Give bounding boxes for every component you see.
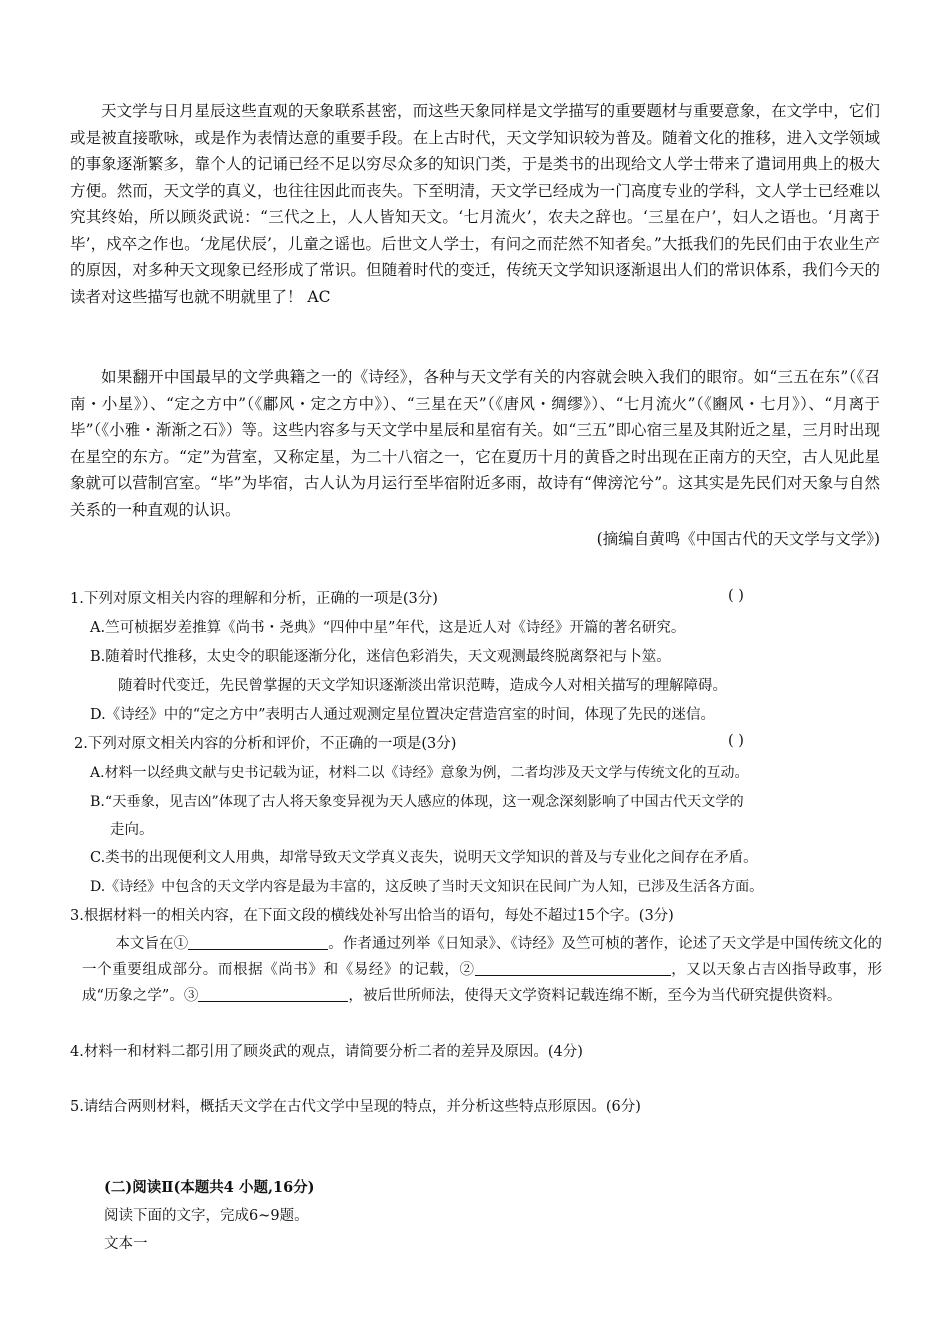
question-3-stem: 3.根据材料一的相关内容，在下面文段的横线处补写出恰当的语句，每处不超过15个字。(3分) [70, 908, 674, 924]
question-2-option-d: D.《诗经》中包含的天文学内容是最为丰富的，这反映了当时天文知识在民间广为人知，已涉及生活各方面。 [90, 879, 764, 895]
fill-blank-2[interactable] [475, 959, 671, 976]
section-2-instruction: 阅读下面的文字，完成6~9题。 [104, 1208, 309, 1224]
question-3-fill-paragraph [82, 931, 882, 1009]
question-2-option-a: A.材料一以经典文献与史书记载为证，材料二以《诗经》意象为例，二者均涉及天文学与传统文化的互动。 [90, 765, 749, 781]
section-2-heading: (二)阅读Ⅱ(本题共4 小题,16分) [104, 1179, 315, 1196]
question-2-stem: 2.下列对原文相关内容的分析和评价，不正确的一项是(3分) [74, 736, 457, 752]
question-1-option-b: B.随着时代推移，太史令的职能逐渐分化，迷信色彩消失，天文观测最终脱离祭祀与卜筮。 [90, 649, 671, 665]
passage-source: (摘编自黄鸣《中国古代的天文学与文学》) [596, 530, 880, 548]
text-one-label: 文本一 [104, 1236, 148, 1252]
question-2-answer-parentheses: ( ) [728, 733, 744, 749]
question-1-option-d: D.《诗经》中的“定之方中”表明古人通过观测定星位置决定营造宫室的时间，体现了先民的迷信。 [90, 707, 716, 723]
question-1-answer-parentheses: ( ) [728, 588, 744, 604]
question-2-option-c: C.类书的出现便利文人用典，却常导致天文学真义丧失，说明天文学知识的普及与专业化之间存在矛盾。 [90, 850, 758, 866]
passage-paragraph-1: 天文学与日月星辰这些直观的天象联系甚密，而这些天象同样是文学描写的重要题材与重要意象，在文学中，它们或是被直接歌咏，或是作为表情达意的重要手段。在上古时代，天文学知识较为普及。随着文化的推移，进入文学领域的事象逐渐繁多，靠个人的记诵已经不足以穷尽众多的知识门类，于是类书的出现给文人学士带来了遣词用典上的极大方便。然而，天文学的真义，也往往因此而丧失。下至明清，天文学已经成为一门高度专业的学科，文人学士已经难以究其终始，所以顾炎武说：“三代之上，人人皆知天文。‘七月流火’，农夫之辞也。‘三星在户’，妇人之语也。‘月离于毕’，戍卒之作也。‘龙尾伏辰’，儿童之谣也。后世文人学士，有问之而茫然不知者矣。”大抵我们的先民们由于农业生产的原因，对多种天文现象已经形成了常识。但随着时代的变迁，传统天文学知识逐渐退出人们的常识体系，我们今天的读者对这些描写也就不明就里了！ AC [70, 102, 880, 306]
question-1-stem: 1.下列对原文相关内容的理解和分析，正确的一项是(3分) [70, 591, 438, 607]
passage-paragraph-2: 如果翻开中国最早的文学典籍之一的《诗经》，各种与天文学有关的内容就会映入我们的眼帘。如“三五在东”（《召南・小星》）、“定之方中”（《鄘风・定之方中》）、“三星在天”（《唐风・绸缪》）、“七月流火”（《豳风・七月》）、“月离于毕”（《小雅・渐渐之石》）等。这些内容多与天文学中星辰和星宿有关。如“三五”即心宿三星及其附近之星，三月时出现在星空的东方。“定”为营室，又称定星，为二十八宿之一，它在夏历十月的黄昏之时出现在正南方的天空，古人见此星象就可以营制宫室。“毕”为毕宿，古人认为月运行至毕宿附近多雨，故诗有“俾滂沱兮”。这其实是先民们对天象与自然关系的一种直观的认识。 [70, 368, 880, 519]
question-5-stem: 5.请结合两则材料，概括天文学在古代文学中呈现的特点，并分析这些特点形原因。(6分) [70, 1099, 641, 1115]
fill-text-2: 。作者通过列举《日知录》、《诗经》及竺可桢的著作，论述了天文学是中国传统文化的一个重要组成部分。而根据《尚书》和《易经》的记载，② [82, 936, 882, 978]
fill-text-3: ，又以天象占吉凶指导政事，形成“历象之学”。③ [82, 962, 883, 1004]
fill-text-4: ，被后世所师法，使得天文学资料记载连绵不断，至今为当代研究提供资料。 [348, 988, 842, 1004]
question-1-option-c: 随着时代变迁，先民曾掌握的天文学知识逐渐淡出常识范畴，造成今人对相关描写的理解障碍。 [118, 678, 727, 694]
fill-text-1: 本文旨在① [115, 936, 189, 952]
question-2-option-b-continued: 走向。 [110, 822, 154, 838]
question-2-option-b: B.“天垂象，见吉凶”体现了古人将天象变异视为天人感应的体现，这一观念深刻影响了中国古代天文学的 [90, 794, 744, 810]
fill-blank-3[interactable] [198, 985, 348, 1002]
question-4-stem: 4.材料一和材料二都引用了顾炎武的观点，请简要分析二者的差异及原因。(4分) [70, 1044, 583, 1060]
question-1-option-a: A.竺可桢据岁差推算《尚书・尧典》“四仲中星”年代，这是近人对《诗经》开篇的著名研究。 [90, 620, 686, 636]
fill-blank-1[interactable] [188, 933, 328, 950]
